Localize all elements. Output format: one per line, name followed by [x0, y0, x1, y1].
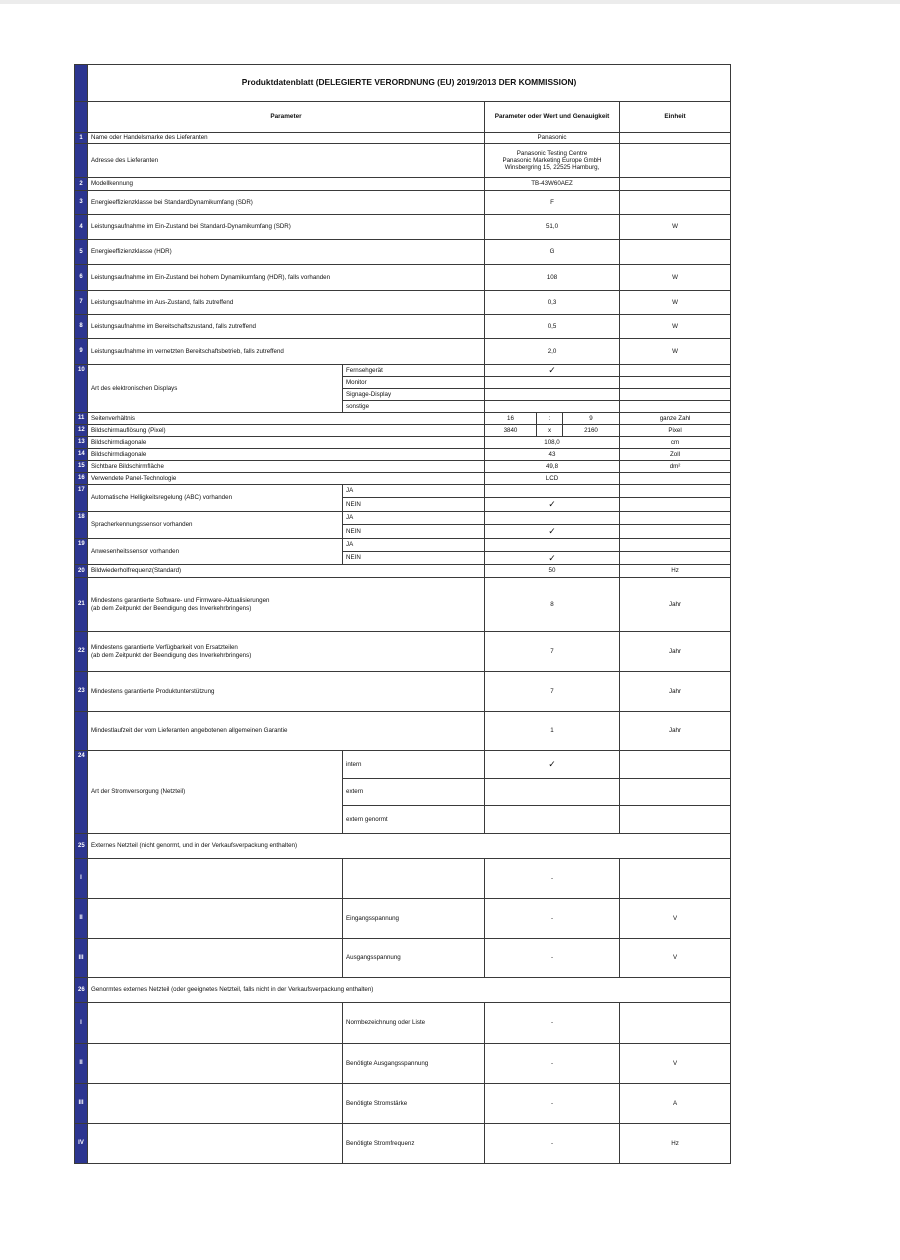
section-label: Externes Netzteil (nicht genormt, und in der Verkaufsverpackung enthalten) [88, 834, 731, 859]
row-marker [75, 102, 88, 133]
option-value [485, 401, 620, 413]
row-unit: Jahr [620, 712, 731, 751]
row-number: 7 [75, 291, 88, 315]
option-label: JA [343, 485, 485, 498]
row-unit: ganze Zahl [620, 413, 731, 425]
sub-label: Eingangsspannung [343, 899, 485, 939]
top-border-line [0, 0, 900, 4]
row-value: G [485, 240, 620, 265]
row-label-line: Mindestens garantierte Software- und Firmware-Aktualisierungen [91, 597, 270, 605]
row-unit [620, 779, 731, 806]
row-unit: Hz [620, 565, 731, 578]
row-number: IV [75, 1124, 88, 1164]
option-value [485, 539, 620, 552]
row-value: 51,0 [485, 215, 620, 240]
row-value: 7 [485, 632, 620, 672]
row-label [88, 578, 485, 632]
row-value: F [485, 191, 620, 215]
row-number: 3 [75, 191, 88, 215]
checkmark-icon: ✓ [485, 552, 620, 565]
row-value: 50 [485, 565, 620, 578]
row-number: I [75, 1003, 88, 1044]
table-row [75, 834, 731, 859]
row-marker [75, 65, 88, 102]
table-row [75, 539, 731, 552]
row-unit [620, 377, 731, 389]
row-number: 16 [75, 473, 88, 485]
row-value: - [485, 1084, 620, 1124]
row-label: Sichtbare Bildschirmfläche [88, 461, 485, 473]
row-number: 15 [75, 461, 88, 473]
row-value: TB-43W60AEZ [485, 178, 620, 191]
row-label: Leistungsaufnahme im vernetzten Bereitschaftsbetrieb, falls zutreffend [88, 339, 485, 365]
row-value: LCD [485, 473, 620, 485]
row-number: 20 [75, 565, 88, 578]
option-value [485, 806, 620, 834]
table-row [75, 215, 731, 240]
row-unit: W [620, 315, 731, 339]
table-row [75, 265, 731, 291]
ratio-width: 16 [485, 413, 537, 425]
row-number: 10 [75, 365, 88, 413]
row-number: 18 [75, 512, 88, 539]
table-row [75, 449, 731, 461]
row-value: 108 [485, 265, 620, 291]
address-value [485, 144, 620, 178]
row-label: Seitenverhältnis [88, 413, 485, 425]
table-row [75, 178, 731, 191]
row-unit: W [620, 291, 731, 315]
option-label: NEIN [343, 498, 485, 512]
table-row [75, 339, 731, 365]
row-value: 0,3 [485, 291, 620, 315]
row-unit [620, 178, 731, 191]
row-value: - [485, 899, 620, 939]
option-label: sonstige [343, 401, 485, 413]
table-row [75, 1084, 731, 1124]
row-unit [620, 1003, 731, 1044]
row-unit: W [620, 215, 731, 240]
row-label [88, 1084, 343, 1124]
row-label-line: (ab dem Zeitpunkt der Beendigung des Inverkehrbringens) [91, 604, 252, 612]
row-label: Bildschirmdiagonale [88, 437, 485, 449]
table-row [75, 240, 731, 265]
row-number: 12 [75, 425, 88, 437]
resolution-width: 3840 [485, 425, 537, 437]
row-number: 8 [75, 315, 88, 339]
row-unit [620, 240, 731, 265]
product-data-sheet-table [74, 64, 731, 1164]
option-label: Signage-Display [343, 389, 485, 401]
checkmark-icon: ✓ [485, 365, 620, 377]
option-label: JA [343, 512, 485, 525]
row-label: Leistungsaufnahme im Bereitschaftszustand, falls zutreffend [88, 315, 485, 339]
row-number: 2 [75, 178, 88, 191]
row-unit: Jahr [620, 578, 731, 632]
table-row [75, 1124, 731, 1164]
row-label [88, 1124, 343, 1164]
checkmark-icon: ✓ [485, 498, 620, 512]
row-number: 5 [75, 240, 88, 265]
table-row [75, 1003, 731, 1044]
table-row [75, 461, 731, 473]
row-value: 2,0 [485, 339, 620, 365]
table-row [75, 939, 731, 978]
table-row [75, 1044, 731, 1084]
row-unit: Zoll [620, 449, 731, 461]
row-value: - [485, 939, 620, 978]
row-number: 11 [75, 413, 88, 425]
row-unit: W [620, 339, 731, 365]
row-unit [620, 498, 731, 512]
row-unit [620, 859, 731, 899]
header-parameter: Parameter [88, 102, 485, 133]
row-label-line: (ab dem Zeitpunkt der Beendigung des Inverkehrbringens) [91, 651, 252, 659]
row-label: Leistungsaufnahme im Ein-Zustand bei hohem Dynamikumfang (HDR), falls vorhanden [88, 265, 485, 291]
row-value: - [485, 1003, 620, 1044]
table-row [75, 133, 731, 144]
address-line: Panasonic Marketing Europe GmbH [502, 156, 602, 164]
option-label: Fernsehgerät [343, 365, 485, 377]
option-value [485, 485, 620, 498]
header-value: Parameter oder Wert und Genauigkeit [485, 102, 620, 133]
section-label: Genormtes externes Netzteil (oder geeignetes Netzteil, falls nicht in der Verkaufsverpackung enthalten) [88, 978, 731, 1003]
option-label: extern [343, 779, 485, 806]
row-label [88, 859, 343, 899]
sub-label [343, 859, 485, 899]
table-row [75, 672, 731, 712]
table-row [75, 437, 731, 449]
table-row [75, 712, 731, 751]
row-label: Art des elektronischen Displays [88, 365, 343, 413]
row-label: Adresse des Lieferanten [88, 144, 485, 178]
row-number: 22 [75, 632, 88, 672]
row-unit: cm [620, 437, 731, 449]
row-value: 43 [485, 449, 620, 461]
row-unit [620, 525, 731, 539]
row-label: Energieeffizienzklasse bei StandardDynamikumfang (SDR) [88, 191, 485, 215]
row-value: 108,0 [485, 437, 620, 449]
row-unit: V [620, 899, 731, 939]
row-number: III [75, 939, 88, 978]
table-row [75, 485, 731, 498]
row-unit [620, 512, 731, 525]
row-value: 0,5 [485, 315, 620, 339]
table-row [75, 565, 731, 578]
row-unit [620, 133, 731, 144]
option-value [485, 512, 620, 525]
option-label: JA [343, 539, 485, 552]
ratio-height: 9 [563, 413, 620, 425]
row-number: 19 [75, 539, 88, 565]
row-unit: W [620, 265, 731, 291]
option-label: intern [343, 751, 485, 779]
row-label: Automatische Helligkeitsregelung (ABC) vorhanden [88, 485, 343, 512]
title-row [75, 65, 731, 102]
row-unit [620, 751, 731, 779]
row-unit [620, 539, 731, 552]
row-unit [620, 389, 731, 401]
row-number: 25 [75, 834, 88, 859]
row-number: 26 [75, 978, 88, 1003]
row-unit: Jahr [620, 632, 731, 672]
row-label [88, 899, 343, 939]
row-value: - [485, 1044, 620, 1084]
row-label: Bildschirmdiagonale [88, 449, 485, 461]
option-value [485, 377, 620, 389]
table-row [75, 632, 731, 672]
row-value: - [485, 859, 620, 899]
row-label-line: Mindestens garantierte Verfügbarkeit von Ersatzteilen [91, 644, 238, 652]
checkmark-icon: ✓ [485, 751, 620, 779]
row-label [88, 1003, 343, 1044]
address-line: Panasonic Testing Centre [516, 149, 588, 157]
row-value: 8 [485, 578, 620, 632]
sub-label: Benötigte Stromstärke [343, 1084, 485, 1124]
table-row [75, 512, 731, 525]
row-label: Leistungsaufnahme im Ein-Zustand bei Standard-Dynamikumfang (SDR) [88, 215, 485, 240]
row-unit: Jahr [620, 672, 731, 712]
row-unit [620, 473, 731, 485]
row-label: Mindestens garantierte Produktunterstützung [88, 672, 485, 712]
row-label: Energieeffizienzklasse (HDR) [88, 240, 485, 265]
table-row [75, 291, 731, 315]
row-label [88, 939, 343, 978]
row-label: Leistungsaufnahme im Aus-Zustand, falls zutreffend [88, 291, 485, 315]
row-label: Name oder Handelsmarke des Lieferanten [88, 133, 485, 144]
row-number [75, 144, 88, 178]
header-row [75, 102, 731, 133]
table-row [75, 578, 731, 632]
row-label: Anwesenheitssensor vorhanden [88, 539, 343, 565]
table-row [75, 978, 731, 1003]
row-number: 6 [75, 265, 88, 291]
row-unit [620, 144, 731, 178]
row-number: 24 [75, 751, 88, 834]
table-row [75, 473, 731, 485]
row-number: 14 [75, 449, 88, 461]
row-label: Spracherkennungssensor vorhanden [88, 512, 343, 539]
table-row [75, 899, 731, 939]
option-value [485, 389, 620, 401]
row-number: 23 [75, 672, 88, 712]
row-value: - [485, 1124, 620, 1164]
row-number: 13 [75, 437, 88, 449]
row-value: 1 [485, 712, 620, 751]
table-row [75, 413, 731, 425]
row-number: III [75, 1084, 88, 1124]
table-row [75, 365, 731, 377]
row-number: 1 [75, 133, 88, 144]
row-label: Bildschirmauflösung (Pixel) [88, 425, 485, 437]
row-label: Mindestlaufzeit der vom Lieferanten angebotenen allgemeinen Garantie [88, 712, 485, 751]
resolution-separator: x [537, 425, 563, 437]
row-unit [620, 191, 731, 215]
option-label: extern genormt [343, 806, 485, 834]
sub-label: Benötigte Stromfrequenz [343, 1124, 485, 1164]
option-label: NEIN [343, 525, 485, 539]
row-value: Panasonic [485, 133, 620, 144]
row-number: II [75, 1044, 88, 1084]
row-number: I [75, 859, 88, 899]
table-row [75, 315, 731, 339]
header-unit: Einheit [620, 102, 731, 133]
table-row [75, 859, 731, 899]
table-row [75, 191, 731, 215]
row-number: 4 [75, 215, 88, 240]
table-row [75, 144, 731, 178]
row-unit [620, 401, 731, 413]
option-label: NEIN [343, 552, 485, 565]
row-unit: V [620, 1044, 731, 1084]
row-unit: Hz [620, 1124, 731, 1164]
row-number [75, 712, 88, 751]
row-label: Art der Stromversorgung (Netzteil) [88, 751, 343, 834]
resolution-height: 2160 [563, 425, 620, 437]
row-number: 21 [75, 578, 88, 632]
row-unit: dm² [620, 461, 731, 473]
row-value: 7 [485, 672, 620, 712]
sub-label: Ausgangsspannung [343, 939, 485, 978]
option-value [485, 779, 620, 806]
row-value: 49,8 [485, 461, 620, 473]
row-label [88, 632, 485, 672]
table-row [75, 425, 731, 437]
row-number: 17 [75, 485, 88, 512]
row-label: Bildwiederholfrequenz(Standard) [88, 565, 485, 578]
row-unit: A [620, 1084, 731, 1124]
row-number: II [75, 899, 88, 939]
row-unit [620, 552, 731, 565]
sub-label: Normbezeichnung oder Liste [343, 1003, 485, 1044]
table-row [75, 751, 731, 779]
sheet-title: Produktdatenblatt (DELEGIERTE VERORDNUNG (EU) 2019/2013 DER KOMMISSION) [88, 65, 731, 102]
row-unit: Pixel [620, 425, 731, 437]
option-label: Monitor [343, 377, 485, 389]
row-unit [620, 365, 731, 377]
row-label [88, 1044, 343, 1084]
row-unit [620, 485, 731, 498]
sub-label: Benötigte Ausgangsspannung [343, 1044, 485, 1084]
row-number: 9 [75, 339, 88, 365]
row-unit [620, 806, 731, 834]
ratio-separator: : [537, 413, 563, 425]
checkmark-icon: ✓ [485, 525, 620, 539]
row-unit: V [620, 939, 731, 978]
address-line: Winsbergring 15, 22525 Hamburg, [504, 164, 600, 172]
row-label: Verwendete Panel-Technologie [88, 473, 485, 485]
row-label: Modellkennung [88, 178, 485, 191]
